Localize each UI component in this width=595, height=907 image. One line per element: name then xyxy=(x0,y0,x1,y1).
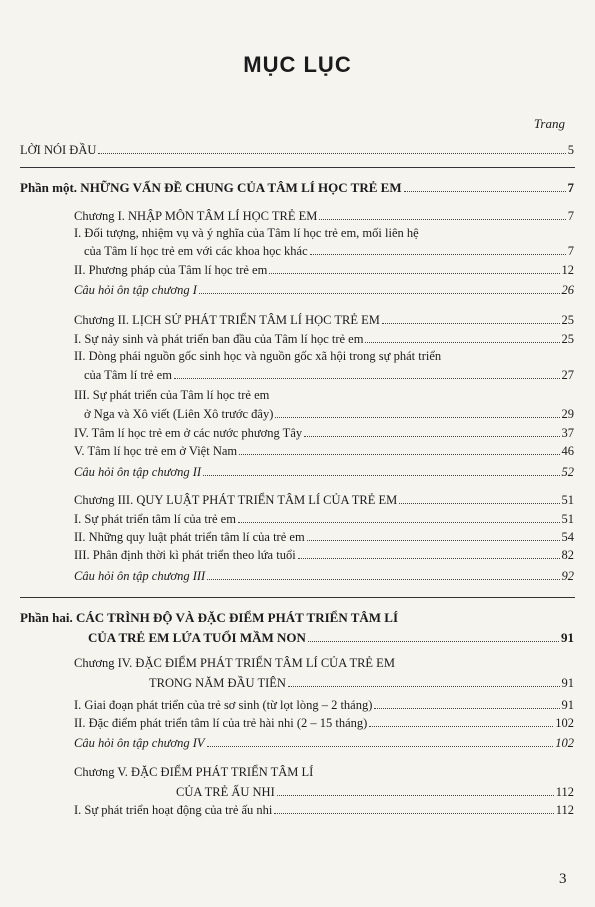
toc-item-2-2-line1: II. Dòng phái nguồn gốc sinh học và nguồn gốc xã hội trong sự phát triển xyxy=(74,349,442,363)
toc-item-2-3[interactable]: ở Nga và Xô viết (Liên Xô trước đây) 29 xyxy=(84,407,574,421)
toc-item-2-3-line1: III. Sự phát triển của Tâm lí học trẻ em xyxy=(74,388,270,402)
toc-part-two[interactable]: CỦA TRẺ EM LỨA TUỔI MẦM NON 91 xyxy=(88,630,574,645)
toc-item-3-1[interactable]: I. Sự phát triển tâm lí của trẻ em 51 xyxy=(74,512,574,526)
toc-item-1-2[interactable]: II. Phương pháp của Tâm lí học trẻ em 12 xyxy=(74,263,574,277)
toc-item-2-1[interactable]: I. Sự nảy sinh và phát triển ban đầu của Tâm lí học trẻ em 25 xyxy=(74,332,574,346)
divider xyxy=(20,597,575,598)
toc-chapter-5[interactable]: CỦA TRẺ ẤU NHI 112 xyxy=(176,785,574,799)
toc-chapter-2[interactable]: Chương II. LỊCH SỬ PHÁT TRIỂN TÂM LÍ HỌC TRẺ EM 25 xyxy=(74,313,574,327)
toc-entry-preface[interactable]: LỜI NÓI ĐẦU 5 xyxy=(20,143,574,157)
toc-chapter-4-line1: Chương IV. ĐẶC ĐIỂM PHÁT TRIỂN TÂM LÍ CỦA TRẺ EM xyxy=(74,656,395,670)
toc-chapter-1[interactable]: Chương I. NHẬP MÔN TÂM LÍ HỌC TRẺ EM 7 xyxy=(74,209,574,223)
page-title: MỤC LỤC xyxy=(243,52,352,77)
toc-item-1-1[interactable]: của Tâm lí học trẻ em với các khoa học khác 7 xyxy=(84,244,574,258)
toc-part-one[interactable]: Phần một. NHỮNG VẤN ĐỀ CHUNG CỦA TÂM LÍ HỌC TRẺ EM 7 xyxy=(20,180,574,195)
toc-item-3-2[interactable]: II. Những quy luật phát triển tâm lí của trẻ em 54 xyxy=(74,530,574,544)
divider xyxy=(20,167,575,168)
page-number: 3 xyxy=(559,871,567,887)
toc-part-two-line1: Phần hai. CÁC TRÌNH ĐỘ VÀ ĐẶC ĐIỂM PHÁT TRIỂN TÂM LÍ xyxy=(20,610,399,625)
toc-item-4-1[interactable]: I. Giai đoạn phát triển của trẻ sơ sinh (từ lọt lòng – 2 tháng) 91 xyxy=(74,698,574,712)
toc-review-3[interactable]: Câu hỏi ôn tập chương III 92 xyxy=(74,569,574,583)
toc-chapter-5-line1: Chương V. ĐẶC ĐIỂM PHÁT TRIỂN TÂM LÍ xyxy=(74,765,314,779)
toc-review-2[interactable]: Câu hỏi ôn tập chương II 52 xyxy=(74,465,574,479)
toc-review-4[interactable]: Câu hỏi ôn tập chương IV 102 xyxy=(74,736,574,750)
page-column-label: Trang xyxy=(533,116,565,131)
toc-item-2-5[interactable]: V. Tâm lí học trẻ em ở Việt Nam 46 xyxy=(74,444,574,458)
toc-item-1-1-line1: I. Đối tượng, nhiệm vụ và ý nghĩa của Tâm lí học trẻ em, mối liên hệ xyxy=(74,226,419,240)
toc-chapter-4[interactable]: TRONG NĂM ĐẦU TIÊN 91 xyxy=(149,676,574,690)
toc-item-4-2[interactable]: II. Đặc điểm phát triển tâm lí của trẻ hài nhi (2 – 15 tháng) 102 xyxy=(74,716,574,730)
toc-review-1[interactable]: Câu hỏi ôn tập chương I 26 xyxy=(74,283,574,297)
toc-item-3-3[interactable]: III. Phân định thời kì phát triển theo lứa tuổi 82 xyxy=(74,548,574,562)
toc-item-2-4[interactable]: IV. Tâm lí học trẻ em ở các nước phương Tây 37 xyxy=(74,426,574,440)
toc-item-2-2[interactable]: của Tâm lí trẻ em 27 xyxy=(84,368,574,382)
toc-chapter-3[interactable]: Chương III. QUY LUẬT PHÁT TRIỂN TÂM LÍ CỦA TRẺ EM 51 xyxy=(74,493,574,507)
toc-item-5-1[interactable]: I. Sự phát triển hoạt động của trẻ ấu nhi 112 xyxy=(74,803,574,817)
